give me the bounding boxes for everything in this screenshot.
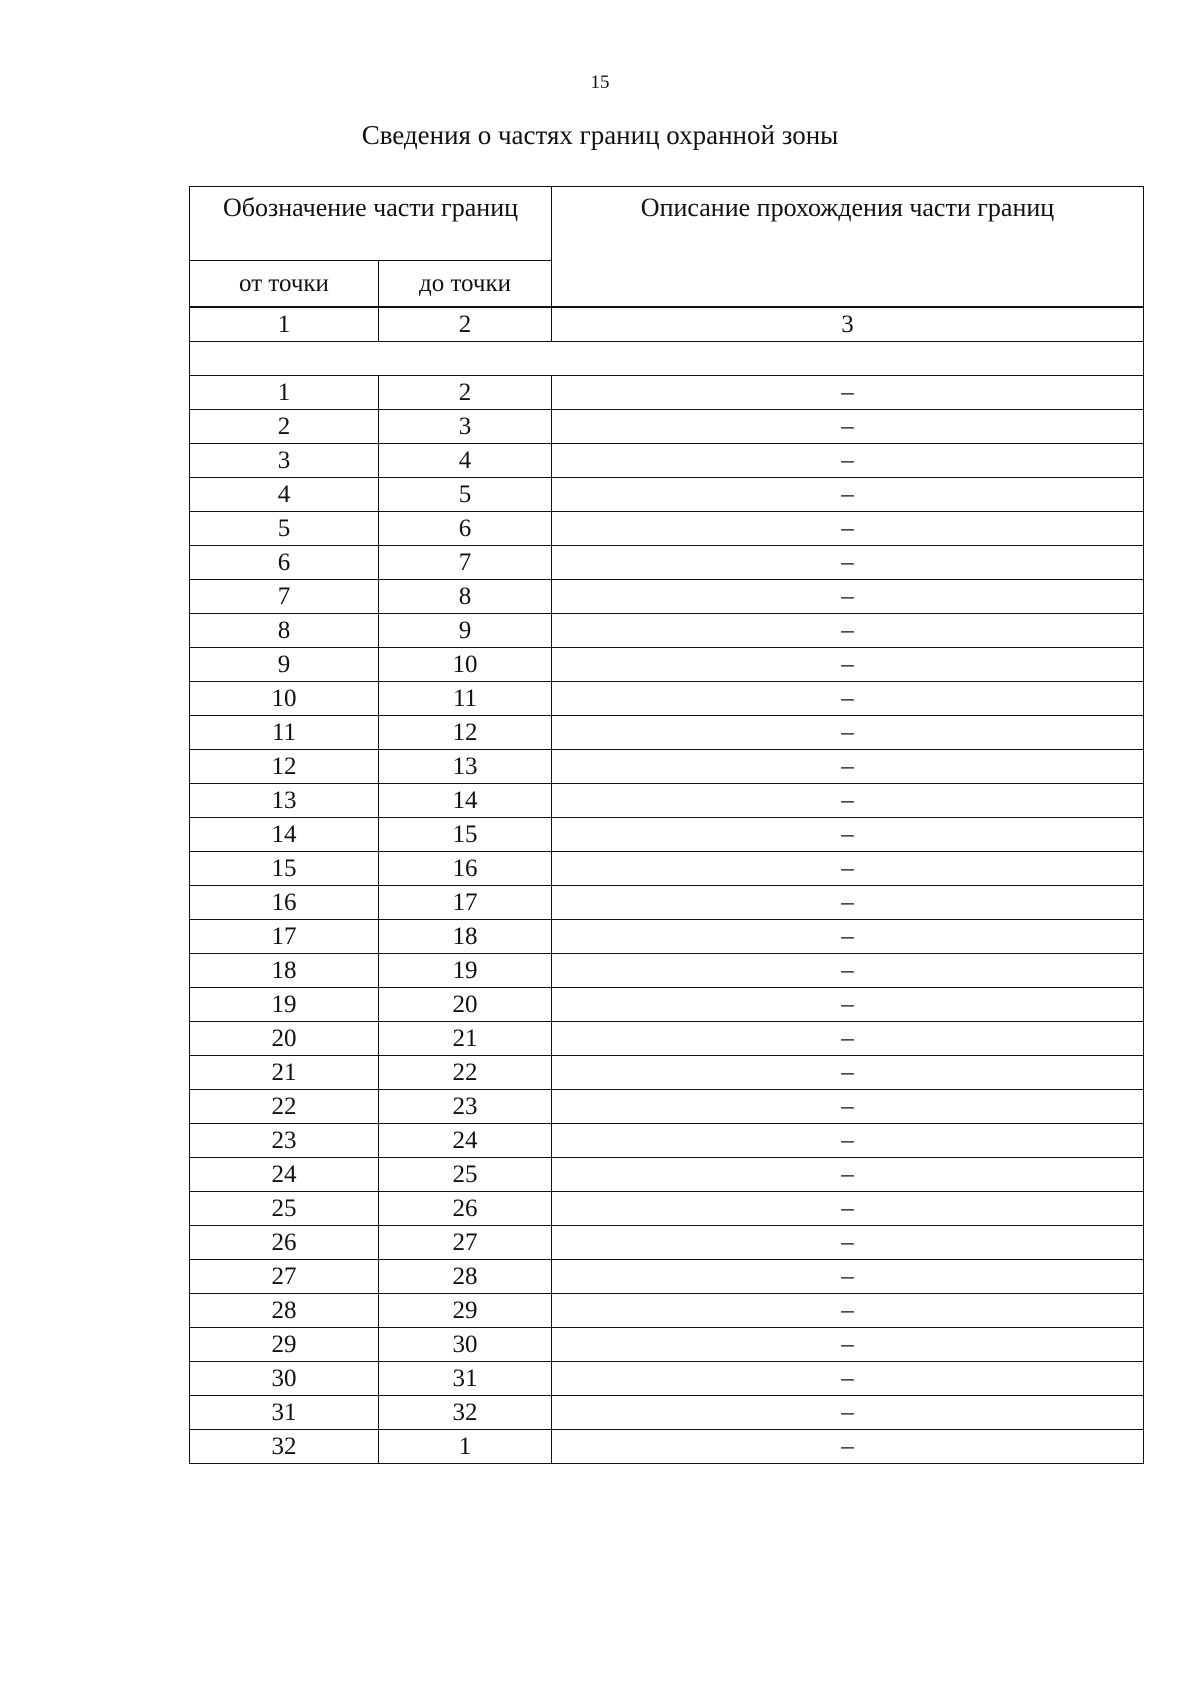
from-point-cell: 25 [190,1192,379,1226]
to-point-cell: 32 [379,1396,552,1430]
table-row [190,1158,1144,1192]
page-number: 15 [590,72,610,93]
table-row [190,750,1144,784]
table-row [190,512,1144,546]
table-row [190,1226,1144,1260]
to-point-cell: 5 [379,478,552,512]
table-row [190,648,1144,682]
from-point-cell: 8 [190,614,379,648]
description-cell: – [552,1022,1144,1056]
from-point-cell: 29 [190,1328,379,1362]
to-point-cell: 29 [379,1294,552,1328]
to-point-cell: 28 [379,1260,552,1294]
description-cell: – [552,614,1144,648]
from-point-cell: 12 [190,750,379,784]
from-point-cell: 9 [190,648,379,682]
table-row [190,954,1144,988]
to-point-cell: 13 [379,750,552,784]
description-cell: – [552,682,1144,716]
to-point-cell: 23 [379,1090,552,1124]
from-point-cell: 14 [190,818,379,852]
to-point-cell: 31 [379,1362,552,1396]
to-point-cell: 19 [379,954,552,988]
table-row [190,1192,1144,1226]
table-row [190,1396,1144,1430]
to-point-cell: 2 [379,376,552,410]
description-cell: – [552,376,1144,410]
to-point-cell: 8 [379,580,552,614]
to-point-cell: 17 [379,886,552,920]
table-row [190,410,1144,444]
table-row [190,1090,1144,1124]
from-point-cell: 27 [190,1260,379,1294]
to-point-cell: 12 [379,716,552,750]
column-number-1: 1 [190,308,379,342]
to-point-header: до точки [379,261,552,307]
from-point-cell: 1 [190,376,379,410]
description-cell: – [552,546,1144,580]
from-point-cell: 22 [190,1090,379,1124]
to-point-cell: 24 [379,1124,552,1158]
to-point-cell: 25 [379,1158,552,1192]
to-point-cell: 26 [379,1192,552,1226]
description-cell: – [552,1124,1144,1158]
to-point-cell: 22 [379,1056,552,1090]
description-cell: – [552,988,1144,1022]
to-point-cell: 4 [379,444,552,478]
description-cell: – [552,580,1144,614]
from-point-cell: 24 [190,1158,379,1192]
table-row [190,1124,1144,1158]
designation-header: Обозначение части границ [190,187,552,261]
description-cell: – [552,920,1144,954]
description-cell: – [552,784,1144,818]
table-row [190,1260,1144,1294]
from-point-cell: 5 [190,512,379,546]
column-number-2: 2 [379,308,552,342]
description-cell: – [552,886,1144,920]
from-point-cell: 19 [190,988,379,1022]
table-row [190,1430,1144,1464]
from-point-cell: 32 [190,1430,379,1464]
to-point-cell: 15 [379,818,552,852]
column-number-row [190,308,1144,342]
from-point-cell: 18 [190,954,379,988]
from-point-cell: 20 [190,1022,379,1056]
description-cell: – [552,410,1144,444]
table-row [190,818,1144,852]
table-row [190,784,1144,818]
to-point-cell: 3 [379,410,552,444]
from-point-cell: 11 [190,716,379,750]
table-row [190,444,1144,478]
description-cell: – [552,954,1144,988]
from-point-cell: 2 [190,410,379,444]
from-point-cell: 7 [190,580,379,614]
to-point-cell: 10 [379,648,552,682]
table-row [190,614,1144,648]
description-header: Описание прохождения части границ [552,187,1144,307]
table-row [190,920,1144,954]
page-title: Сведения о частях границ охранной зоны [361,120,839,150]
to-point-cell: 14 [379,784,552,818]
description-cell: – [552,1362,1144,1396]
to-point-cell: 7 [379,546,552,580]
from-point-cell: 17 [190,920,379,954]
to-point-cell: 27 [379,1226,552,1260]
description-cell: – [552,478,1144,512]
table-row [190,988,1144,1022]
to-point-cell: 9 [379,614,552,648]
description-cell: – [552,444,1144,478]
from-point-cell: 30 [190,1362,379,1396]
from-point-cell: 26 [190,1226,379,1260]
description-cell: – [552,1192,1144,1226]
description-cell: – [552,1090,1144,1124]
from-point-cell: 10 [190,682,379,716]
description-cell: – [552,852,1144,886]
table-row [190,1362,1144,1396]
table-row [190,478,1144,512]
table-row [190,1294,1144,1328]
table-row [190,716,1144,750]
to-point-cell: 6 [379,512,552,546]
from-point-cell: 21 [190,1056,379,1090]
description-cell: – [552,716,1144,750]
table-row [190,852,1144,886]
table-row [190,886,1144,920]
boundary-header-table [189,186,1144,307]
description-cell: – [552,648,1144,682]
to-point-cell: 11 [379,682,552,716]
from-point-cell: 23 [190,1124,379,1158]
description-cell: – [552,1328,1144,1362]
description-cell: – [552,750,1144,784]
from-point-header: от точки [190,261,379,307]
description-cell: – [552,1226,1144,1260]
description-cell: – [552,1056,1144,1090]
to-point-cell: 16 [379,852,552,886]
to-point-cell: 1 [379,1430,552,1464]
from-point-cell: 4 [190,478,379,512]
from-point-cell: 3 [190,444,379,478]
to-point-cell: 21 [379,1022,552,1056]
from-point-cell: 16 [190,886,379,920]
table-row [190,580,1144,614]
description-cell: – [552,1396,1144,1430]
table-row [190,1328,1144,1362]
from-point-cell: 6 [190,546,379,580]
to-point-cell: 20 [379,988,552,1022]
from-point-cell: 15 [190,852,379,886]
table-row [190,376,1144,410]
description-cell: – [552,512,1144,546]
section-row [190,342,1144,376]
to-point-cell: 30 [379,1328,552,1362]
table-row [190,546,1144,580]
description-cell: – [552,818,1144,852]
boundary-parts-table [189,307,1144,1464]
description-cell: – [552,1158,1144,1192]
to-point-cell: 18 [379,920,552,954]
table-row [190,1056,1144,1090]
table-row [190,682,1144,716]
section-label [190,342,1144,376]
from-point-cell: 13 [190,784,379,818]
from-point-cell: 31 [190,1396,379,1430]
description-cell: – [552,1294,1144,1328]
description-cell: – [552,1260,1144,1294]
column-number-3: 3 [552,308,1144,342]
from-point-cell: 28 [190,1294,379,1328]
description-cell: – [552,1430,1144,1464]
table-row [190,1022,1144,1056]
